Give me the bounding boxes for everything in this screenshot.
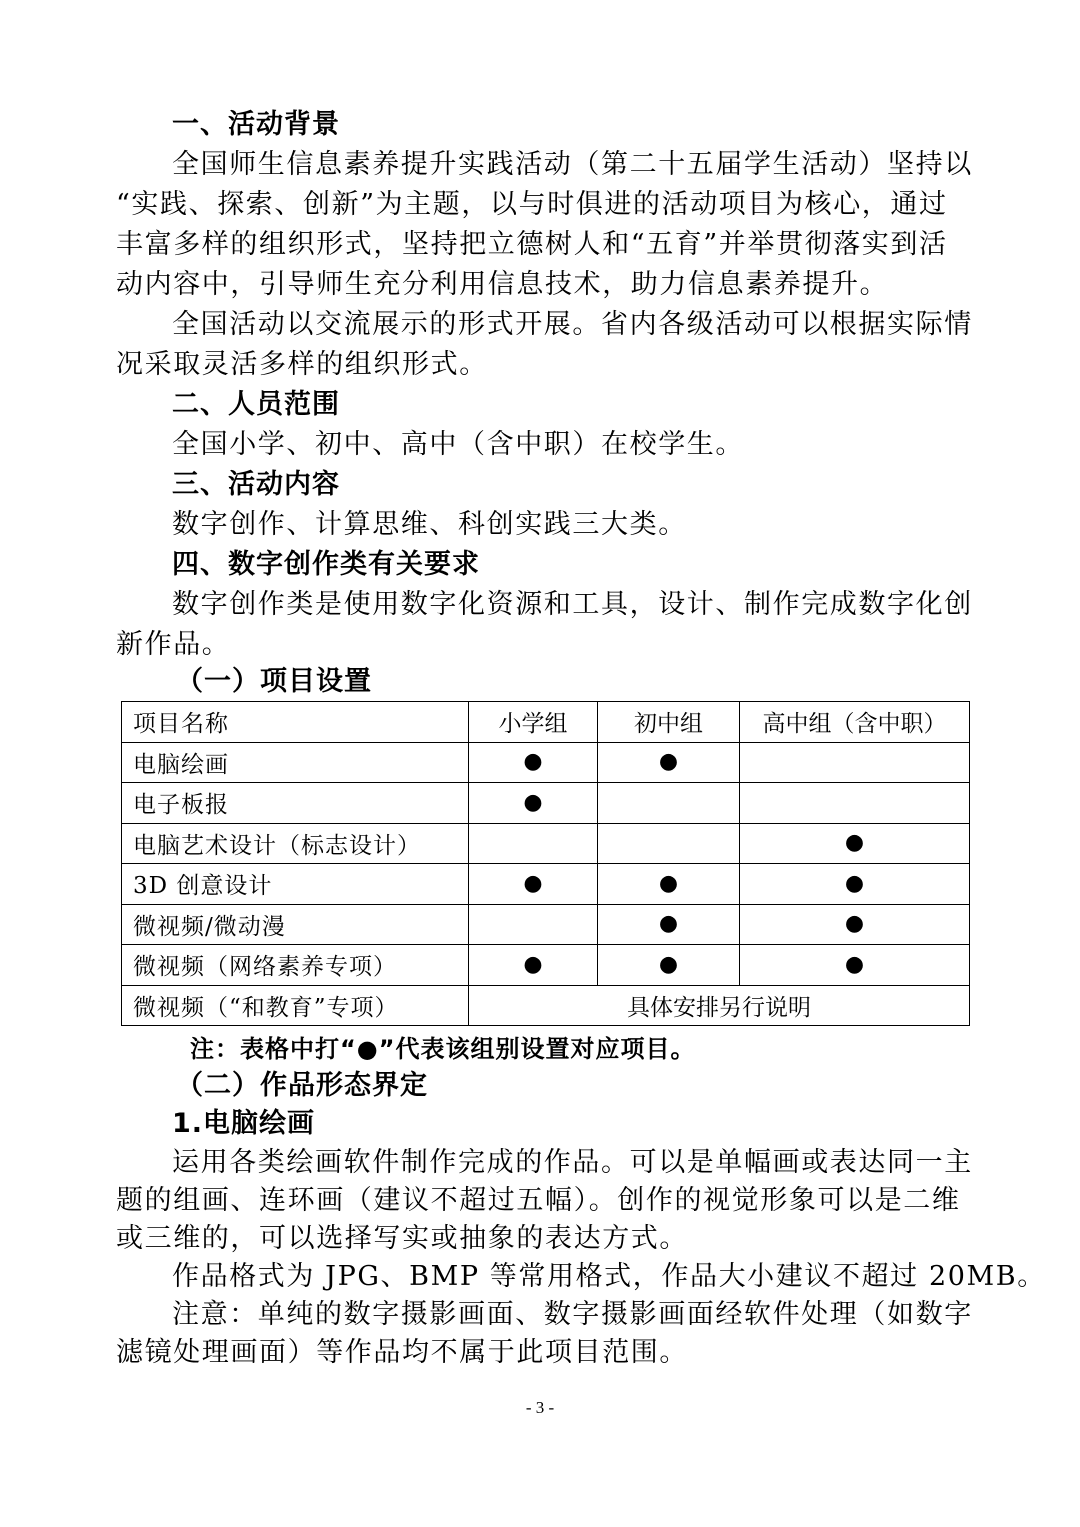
table-cell-name: 电脑艺术设计（标志设计）	[122, 823, 469, 864]
paragraph-line: 况采取灵活多样的组织形式。	[116, 349, 488, 380]
table-cell-mark: ●	[469, 945, 598, 986]
table-cell-name: 电子板报	[122, 783, 469, 824]
table-header-row	[122, 702, 970, 743]
table-row	[122, 823, 970, 864]
paragraph-line: 全国小学、初中、高中（含中职）在校学生。	[172, 429, 744, 460]
table-cell-mark	[469, 904, 598, 945]
table-cell-mark: ●	[469, 742, 598, 783]
table-cell-mark: ●	[598, 742, 740, 783]
paragraph-line: 滤镜处理画面）等作品均不属于此项目范围。	[116, 1337, 688, 1368]
paragraph-line: 动内容中，引导师生充分利用信息技术，助力信息素养提升。	[116, 269, 889, 300]
paragraph-line: 题的组画、连环画（建议不超过五幅）。创作的视觉形象可以是二维	[116, 1185, 961, 1216]
section-heading-requirements: 四、数字创作类有关要求	[172, 549, 480, 580]
table-header-cell: 高中组（含中职）	[740, 702, 970, 743]
table-cell-name: 微视频（网络素养专项）	[122, 945, 469, 986]
table-cell-mark: ●	[598, 864, 740, 905]
table-cell-merged: 具体安排另行说明	[469, 985, 970, 1026]
table-row	[122, 864, 970, 905]
table-header-cell: 项目名称	[122, 702, 469, 743]
table-row	[122, 783, 970, 824]
table-cell-mark	[598, 823, 740, 864]
table-cell-name: 电脑绘画	[122, 742, 469, 783]
project-table	[121, 701, 970, 1026]
table-cell-mark: ●	[740, 904, 970, 945]
item-heading-computer-painting: 1.电脑绘画	[172, 1108, 316, 1139]
table-cell-mark: ●	[598, 945, 740, 986]
table-cell-mark	[598, 783, 740, 824]
paragraph-line: “实践、探索、创新”为主题，以与时俱进的活动项目为核心，通过	[116, 189, 948, 220]
table-cell-mark: ●	[740, 823, 970, 864]
table-cell-name: 3D 创意设计	[122, 864, 469, 905]
table-row	[122, 904, 970, 945]
paragraph-line: 作品格式为 JPG、BMP 等常用格式，作品大小建议不超过 20MB。	[172, 1261, 1046, 1292]
paragraph-line: 全国活动以交流展示的形式开展。省内各级活动可以根据实际情	[172, 309, 973, 340]
section-heading-content: 三、活动内容	[172, 469, 340, 500]
table-cell-mark	[469, 823, 598, 864]
table-row	[122, 945, 970, 986]
table-cell-mark	[740, 742, 970, 783]
paragraph-line: 丰富多样的组织形式，坚持把立德树人和“五育”并举贯彻落实到活	[116, 229, 948, 260]
paragraph-line: 全国师生信息素养提升实践活动（第二十五届学生活动）坚持以	[172, 149, 973, 180]
table-cell-name: 微视频（“和教育”专项）	[122, 985, 469, 1026]
table-cell-mark: ●	[469, 864, 598, 905]
table-cell-mark: ●	[469, 783, 598, 824]
table-cell-mark: ●	[740, 945, 970, 986]
subsection-heading-projects: （一）项目设置	[176, 666, 372, 697]
subsection-heading-forms: （二）作品形态界定	[176, 1070, 428, 1101]
paragraph-line: 数字创作、计算思维、科创实践三大类。	[172, 509, 687, 540]
table-row	[122, 742, 970, 783]
table-note: 注：表格中打“●”代表该组别设置对应项目。	[190, 1035, 696, 1063]
paragraph-line: 运用各类绘画软件制作完成的作品。可以是单幅画或表达同一主	[172, 1147, 973, 1178]
table-cell-name: 微视频/微动漫	[122, 904, 469, 945]
table-row	[122, 985, 970, 1026]
paragraph-line: 注意：单纯的数字摄影画面、数字摄影画面经软件处理（如数字	[172, 1299, 973, 1330]
table-cell-mark: ●	[740, 864, 970, 905]
table-header-cell: 小学组	[469, 702, 598, 743]
table-cell-mark: ●	[598, 904, 740, 945]
section-heading-scope: 二、人员范围	[172, 389, 340, 420]
paragraph-line: 数字创作类是使用数字化资源和工具，设计、制作完成数字化创	[172, 589, 973, 620]
paragraph-line: 新作品。	[116, 629, 231, 660]
table-header-cell: 初中组	[598, 702, 740, 743]
page-number: - 3 -	[525, 1398, 555, 1417]
paragraph-line: 或三维的，可以选择写实或抽象的表达方式。	[116, 1223, 688, 1254]
table-cell-mark	[740, 783, 970, 824]
section-heading-background: 一、活动背景	[172, 109, 340, 140]
